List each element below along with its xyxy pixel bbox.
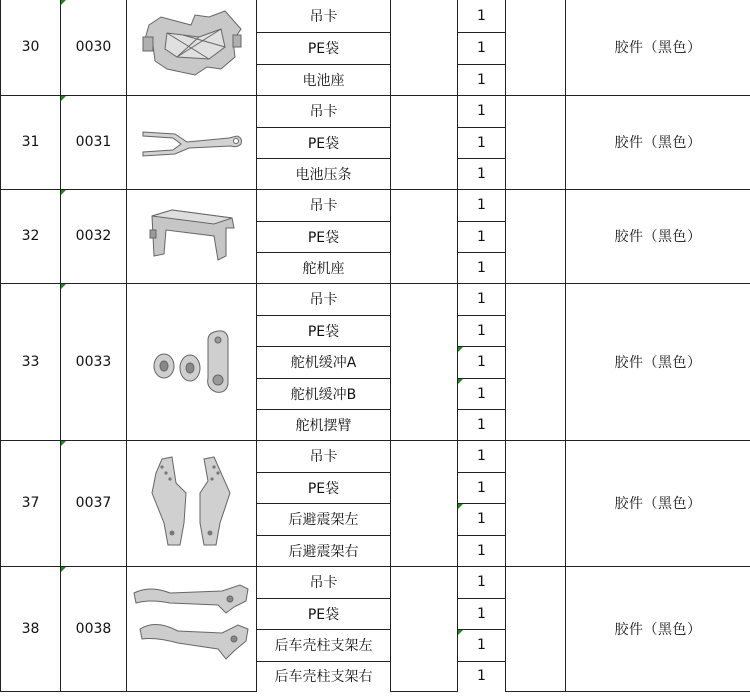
- table-row: [1, 283, 750, 315]
- blank-cell: [391, 440, 458, 566]
- item-qty: 1: [458, 535, 506, 566]
- blank-cell: [506, 95, 566, 189]
- part-code: 0031: [61, 95, 127, 189]
- table-row: [1, 566, 750, 598]
- item-name: 吊卡: [257, 283, 391, 315]
- item-qty: 1: [458, 503, 506, 535]
- blank-cell: [391, 95, 458, 189]
- item-qty: 1: [458, 0, 506, 32]
- servo-saver-part-image: [142, 322, 242, 402]
- item-qty: 1: [458, 346, 506, 378]
- shock-tower-part-image: [142, 453, 242, 553]
- blank-cell: [506, 283, 566, 440]
- part-code: 0037: [61, 440, 127, 566]
- item-name: 吊卡: [257, 95, 391, 127]
- item-qty: 1: [458, 629, 506, 661]
- row-number: 33: [1, 283, 61, 440]
- part-image-cell: [127, 95, 257, 189]
- material: 胶件（黑色）: [566, 566, 750, 691]
- item-qty: 1: [458, 158, 506, 189]
- item-name: 后车壳柱支架右: [257, 661, 391, 691]
- row-number: 30: [1, 0, 61, 95]
- item-name: PE袋: [257, 127, 391, 158]
- item-qty: 1: [458, 64, 506, 95]
- part-image-cell: [127, 283, 257, 440]
- row-number: 37: [1, 440, 61, 566]
- material: 胶件（黑色）: [566, 189, 750, 283]
- item-name: 后避震架右: [257, 535, 391, 566]
- row-number: 32: [1, 189, 61, 283]
- item-name: 舵机座: [257, 252, 391, 283]
- item-name: PE袋: [257, 315, 391, 346]
- part-image-cell: [127, 0, 257, 95]
- part-code: 0032: [61, 189, 127, 283]
- row-number: 31: [1, 95, 61, 189]
- item-qty: 1: [458, 409, 506, 440]
- item-name: 舵机缓冲B: [257, 378, 391, 409]
- blank-cell: [506, 189, 566, 283]
- item-qty: 1: [458, 566, 506, 598]
- table-row: [1, 95, 750, 127]
- table-row: [1, 189, 750, 221]
- row-number: 38: [1, 566, 61, 691]
- item-qty: 1: [458, 252, 506, 283]
- item-name: 吊卡: [257, 189, 391, 221]
- item-qty: 1: [458, 95, 506, 127]
- blank-cell: [506, 440, 566, 566]
- part-image-cell: [127, 189, 257, 283]
- item-qty: 1: [458, 283, 506, 315]
- item-qty: 1: [458, 440, 506, 472]
- item-name: PE袋: [257, 32, 391, 64]
- item-name: 吊卡: [257, 566, 391, 598]
- blank-cell: [391, 0, 458, 95]
- item-qty: 1: [458, 661, 506, 691]
- material: 胶件（黑色）: [566, 0, 750, 95]
- item-qty: 1: [458, 221, 506, 252]
- blank-cell: [391, 283, 458, 440]
- item-name: 舵机摆臂: [257, 409, 391, 440]
- item-qty: 1: [458, 378, 506, 409]
- battery-strap-part-image: [137, 122, 247, 162]
- item-name: 电池压条: [257, 158, 391, 189]
- table-row: [1, 0, 750, 32]
- item-name: PE袋: [257, 221, 391, 252]
- item-qty: 1: [458, 127, 506, 158]
- item-name: PE袋: [257, 598, 391, 629]
- servo-mount-part-image: [142, 206, 242, 266]
- item-name: 吊卡: [257, 0, 391, 32]
- part-image-cell: [127, 440, 257, 566]
- item-name: PE袋: [257, 472, 391, 503]
- item-name: 吊卡: [257, 440, 391, 472]
- item-qty: 1: [458, 598, 506, 629]
- item-name: 舵机缓冲A: [257, 346, 391, 378]
- body-post-mount-part-image: [130, 581, 254, 677]
- material: 胶件（黑色）: [566, 440, 750, 566]
- material: 胶件（黑色）: [566, 95, 750, 189]
- part-code: 0038: [61, 566, 127, 691]
- blank-cell: [506, 566, 566, 691]
- item-name: 后避震架左: [257, 503, 391, 535]
- part-image-cell: [127, 566, 257, 691]
- material: 胶件（黑色）: [566, 283, 750, 440]
- item-qty: 1: [458, 32, 506, 64]
- item-qty: 1: [458, 315, 506, 346]
- blank-cell: [391, 189, 458, 283]
- blank-cell: [506, 0, 566, 95]
- item-qty: 1: [458, 189, 506, 221]
- item-name: 电池座: [257, 64, 391, 95]
- item-name: 后车壳柱支架左: [257, 629, 391, 661]
- table-row: [1, 440, 750, 472]
- item-qty: 1: [458, 472, 506, 503]
- battery-holder-part-image: [137, 7, 247, 87]
- blank-cell: [391, 566, 458, 691]
- part-code: 0030: [61, 0, 127, 95]
- part-code: 0033: [61, 283, 127, 440]
